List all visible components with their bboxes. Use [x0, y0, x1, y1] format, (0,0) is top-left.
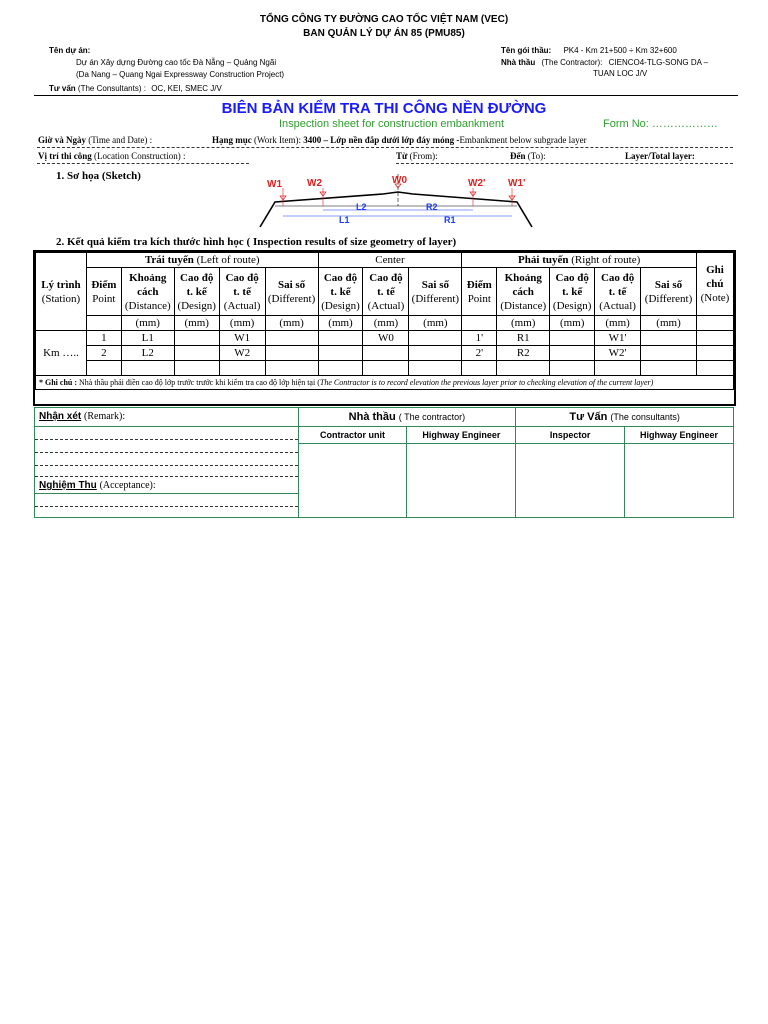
unit-cell: (mm): [219, 316, 265, 331]
project-label: Tên dự án:: [49, 46, 91, 55]
to-label: Đến: [510, 151, 526, 161]
embankment-profile: [260, 192, 532, 227]
consultant-row: [49, 84, 222, 93]
consultant-header-vi: Tư Vấn: [569, 411, 608, 423]
right-point-header: [462, 268, 497, 316]
label-w1p: W1': [508, 178, 526, 189]
unit-cell: (mm): [550, 316, 595, 331]
table-row: [36, 331, 734, 346]
project-name-vi: Dự án Xây dựng Đường cao tốc Đà Nẵng – Quảng Ngãi: [76, 58, 277, 67]
right-diff[interactable]: [641, 346, 697, 361]
time-label-en: (Time and Date) :: [88, 135, 153, 145]
center-actual: W0: [363, 331, 409, 346]
station-value[interactable]: Km …..: [36, 331, 87, 376]
left-design-vi-1: Cao độ: [180, 271, 214, 284]
contractor-engineer-signature[interactable]: [407, 444, 516, 518]
right-distance-vi-1: Khoảng: [504, 271, 542, 284]
right-diff-en: (Different): [644, 292, 693, 305]
right-group-vi: Phải tuyến: [518, 254, 569, 266]
signature-table: [34, 407, 734, 518]
inspection-table: [35, 252, 734, 390]
empty-cell[interactable]: [409, 361, 462, 376]
center-diff-header: [409, 268, 462, 316]
right-distance-vi-2: cách: [512, 285, 534, 298]
acceptance-line[interactable]: [35, 494, 298, 507]
layer-colon: :: [691, 151, 695, 161]
left-point: 1: [86, 331, 121, 346]
time-label: Giờ và Ngày: [38, 135, 86, 145]
footnote-en: The Contractor is to record elevation the previous layer prior to checking elevation of the current layer): [319, 377, 654, 387]
left-diff-header: [265, 268, 318, 316]
unit-cell: (mm): [318, 316, 363, 331]
center-design[interactable]: [318, 331, 363, 346]
note-header: [696, 253, 733, 316]
inspector-header: Inspector: [516, 427, 625, 444]
work-value-bold: 3400 – Lớp nền đắp dưới lớp đáy móng -: [303, 135, 460, 145]
contractor-unit-signature[interactable]: [298, 444, 407, 518]
empty-cell[interactable]: [497, 361, 550, 376]
right-distance: R1: [497, 331, 550, 346]
empty-cell[interactable]: [219, 361, 265, 376]
contractor-row: [501, 58, 735, 67]
station-header-en: (Station): [41, 292, 81, 305]
left-distance-vi-1: Khoảng: [129, 271, 167, 284]
table-row: [36, 346, 734, 361]
right-actual-vi-2: t. tế: [608, 285, 627, 298]
center-group-header: Center: [318, 253, 462, 268]
contractor-header-vi: Nhà thầu: [348, 411, 396, 423]
acceptance-label: Nghiệm Thu: [39, 480, 97, 491]
label-l1: L1: [339, 215, 350, 225]
note-header-vi-1: Ghi: [706, 264, 724, 276]
sketch-heading: 1. Sơ họa (Sketch): [56, 170, 141, 182]
left-actual: W1: [219, 331, 265, 346]
work-value: Embankment below subgrade layer: [459, 135, 587, 145]
from-field: [396, 151, 438, 161]
left-point-vi: Điểm: [91, 278, 117, 291]
layer-field: [625, 151, 695, 161]
consultant-highway-engineer-header: Highway Engineer: [625, 427, 734, 444]
empty-cell[interactable]: [550, 361, 595, 376]
left-actual-header: [219, 268, 265, 316]
unit-cell: [696, 316, 733, 331]
consultant-value: OC, KEI, SMEC J/V: [151, 84, 222, 93]
work-label: Hạng mục: [212, 135, 252, 145]
right-point-en: Point: [467, 292, 491, 305]
right-design[interactable]: [550, 331, 595, 346]
empty-cell[interactable]: [363, 361, 409, 376]
contractor-header-en: ( The contractor): [398, 412, 466, 422]
left-diff-en: (Different): [267, 292, 316, 305]
right-actual: W1': [595, 331, 641, 346]
left-distance: L2: [121, 346, 174, 361]
label-l2: L2: [356, 202, 367, 212]
right-diff-vi: Sai số: [654, 278, 683, 291]
contractor-value-1: CIENCO4-TLG-SONG DA –: [608, 58, 709, 67]
contractor-unit-header: Contractor unit: [298, 427, 407, 444]
location-label-en: (Location Construction) :: [94, 151, 186, 161]
center-diff-en: (Different): [411, 292, 460, 305]
footnote-label: * Ghi chú :: [39, 377, 78, 387]
to-field: [510, 151, 546, 161]
left-distance-vi-2: cách: [137, 285, 159, 298]
empty-cell[interactable]: [318, 361, 363, 376]
right-actual-en: (Actual): [599, 299, 636, 312]
right-diff[interactable]: [641, 331, 697, 346]
left-actual-en: (Actual): [223, 299, 261, 312]
project-name-en: (Da Nang – Quang Ngai Expressway Construction Project): [76, 70, 285, 79]
work-label-en: (Work Item):: [254, 135, 302, 145]
from-label: Từ: [396, 151, 408, 161]
to-label-en: (To):: [527, 151, 546, 161]
package-row: [501, 46, 677, 55]
center-diff[interactable]: [409, 331, 462, 346]
inspector-signature[interactable]: [516, 444, 625, 518]
table-row: [36, 361, 734, 376]
empty-cell[interactable]: [174, 361, 219, 376]
left-diff[interactable]: [265, 346, 318, 361]
unit-cell: [462, 316, 497, 331]
remark-line[interactable]: [35, 453, 298, 466]
center-design-en: (Design): [321, 299, 360, 312]
left-diff-vi: Sai số: [277, 278, 306, 291]
remark-line[interactable]: [35, 427, 298, 440]
left-distance-en: (Distance): [124, 299, 171, 312]
empty-cell[interactable]: [121, 361, 174, 376]
empty-cell[interactable]: [86, 361, 121, 376]
empty-cell[interactable]: [696, 361, 733, 376]
contractor-label-en: (The Contractor):: [541, 58, 603, 67]
contractor-value-2: TUAN LOC J/V: [593, 69, 648, 78]
station-header-vi: Lý trình: [41, 278, 81, 291]
right-design[interactable]: [550, 346, 595, 361]
left-distance-header: [121, 268, 174, 316]
remark-line[interactable]: [35, 466, 298, 477]
note-cell[interactable]: [696, 346, 733, 361]
cross-section-sketch: [255, 164, 545, 228]
right-distance-en: (Distance): [500, 299, 547, 312]
remark-line[interactable]: [35, 440, 298, 453]
left-design-header: [174, 268, 219, 316]
remark-heading: [35, 408, 298, 427]
inspection-table-frame: [33, 250, 736, 406]
right-design-vi-1: Cao độ: [555, 271, 589, 284]
consultant-engineer-signature[interactable]: [625, 444, 734, 518]
location-field: [38, 151, 185, 161]
consultant-label: Tư vấn: [49, 84, 76, 93]
left-design-vi-2: t. kế: [186, 285, 207, 298]
right-actual-header: [595, 268, 641, 316]
left-design[interactable]: [174, 331, 219, 346]
contractor-label: Nhà thầu: [501, 58, 536, 67]
left-point: 2: [86, 346, 121, 361]
label-r1: R1: [444, 215, 456, 225]
unit-cell: (mm): [595, 316, 641, 331]
left-group-en: (Left of route): [196, 254, 260, 266]
remark-cell: [35, 408, 299, 518]
right-actual: W2': [595, 346, 641, 361]
empty-cell[interactable]: [595, 361, 641, 376]
left-actual-vi-2: t. tế: [233, 285, 251, 298]
work-item-field: [212, 135, 587, 145]
left-actual: W2: [219, 346, 265, 361]
right-distance-header: [497, 268, 550, 316]
empty-cell[interactable]: [641, 361, 697, 376]
note-cell[interactable]: [696, 331, 733, 346]
right-diff-header: [641, 268, 697, 316]
left-distance: L1: [121, 331, 174, 346]
location-label: Vị trí thi công: [38, 151, 92, 161]
left-point-header: [86, 268, 121, 316]
right-distance: R2: [497, 346, 550, 361]
unit-cell: (mm): [409, 316, 462, 331]
right-point: 1': [462, 331, 497, 346]
unit-cell: (mm): [174, 316, 219, 331]
note-header-vi-2: chú: [706, 278, 724, 290]
right-design-header: [550, 268, 595, 316]
acceptance-label-en: (Acceptance):: [99, 480, 156, 491]
center-actual-vi-2: t. tế: [377, 285, 395, 298]
left-point-en: Point: [92, 292, 116, 305]
center-design-vi-1: Cao độ: [323, 271, 358, 284]
center-actual-header: [363, 268, 409, 316]
label-w1: W1: [267, 179, 282, 190]
header-divider: [34, 95, 738, 96]
package-value: PK4 - Km 21+500 ÷ Km 32+600: [563, 46, 677, 55]
remark-label: Nhận xét: [39, 411, 82, 422]
left-design[interactable]: [174, 346, 219, 361]
center-design-vi-2: t. kế: [330, 285, 351, 298]
empty-cell[interactable]: [462, 361, 497, 376]
consultant-header: [516, 408, 734, 427]
right-actual-vi-1: Cao độ: [600, 271, 635, 284]
unit-cell: (mm): [497, 316, 550, 331]
center-diff[interactable]: [409, 346, 462, 361]
center-design-header: [318, 268, 363, 316]
section2-heading: 2. Kết quả kiểm tra kích thước hình học ( Inspection results of size geometry of layer): [56, 236, 457, 248]
left-group-header: [86, 253, 318, 268]
footnote-vi: Nhà thầu phải điền cao độ lớp trước trước khi kiểm tra cao độ lớp hiện tại (: [79, 377, 320, 387]
org-name: TỔNG CÔNG TY ĐƯỜNG CAO TỐC VIỆT NAM (VEC): [259, 14, 509, 25]
consultant-header-en: (The consultants): [610, 412, 680, 422]
left-diff[interactable]: [265, 331, 318, 346]
right-point-vi: Điểm: [466, 278, 492, 291]
center-actual-en: (Actual): [367, 299, 405, 312]
unit-cell: [86, 316, 121, 331]
station-header: [36, 253, 87, 331]
layer-label: Layer/Total layer: [625, 151, 692, 161]
right-group-en: (Right of route): [571, 254, 641, 266]
right-group-header: [462, 253, 697, 268]
time-field: [38, 135, 152, 145]
from-label-en: (From):: [409, 151, 438, 161]
label-r2: R2: [426, 202, 438, 212]
label-w2: W2: [307, 178, 322, 189]
left-actual-vi-1: Cao độ: [225, 271, 259, 284]
right-design-vi-2: t. kế: [562, 285, 583, 298]
contractor-highway-engineer-header: Highway Engineer: [407, 427, 516, 444]
center-diff-vi: Sai số: [421, 278, 449, 291]
contractor-header: [298, 408, 516, 427]
footnote-row: [36, 376, 734, 390]
remark-label-en: (Remark):: [84, 411, 126, 422]
center-design[interactable]: [318, 346, 363, 361]
unit-cell: (mm): [641, 316, 697, 331]
right-point: 2': [462, 346, 497, 361]
right-design-en: (Design): [552, 299, 592, 312]
unit-cell: (mm): [121, 316, 174, 331]
package-label: Tên gói thầu:: [501, 46, 552, 55]
center-actual-vi-1: Cao độ: [369, 271, 403, 284]
center-actual: [363, 346, 409, 361]
unit-cell: (mm): [363, 316, 409, 331]
consultant-label-en: (The Consultants) :: [77, 84, 146, 93]
title-vi: BIÊN BẢN KIỂM TRA THI CÔNG NỀN ĐƯỜNG: [221, 100, 547, 117]
form-no: Form No: ………………: [603, 118, 718, 130]
label-w2p: W2': [468, 178, 486, 189]
acceptance-heading: [35, 477, 298, 494]
label-w0: W0: [392, 175, 407, 186]
note-header-en: (Note): [700, 292, 730, 304]
empty-cell[interactable]: [265, 361, 318, 376]
pmu-name: BAN QUẢN LÝ DỰ ÁN 85 (PMU85): [303, 28, 465, 39]
title-en: Inspection sheet for construction embankment: [279, 118, 505, 130]
unit-cell: (mm): [265, 316, 318, 331]
left-group-vi: Trái tuyến: [144, 254, 194, 266]
left-design-en: (Design): [177, 299, 216, 312]
